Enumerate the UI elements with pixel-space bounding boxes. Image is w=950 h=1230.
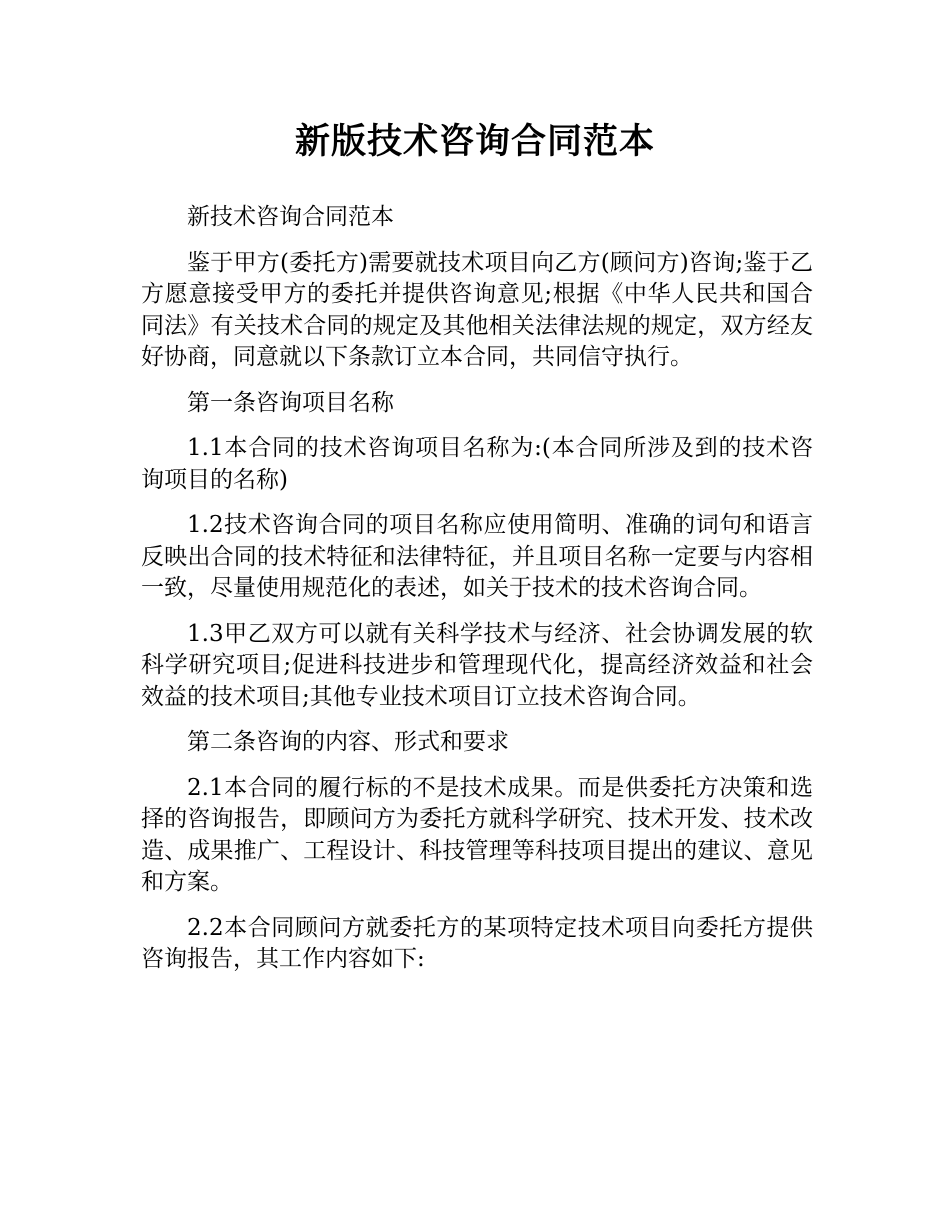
clause-2-1: 2.1本合同的履行标的不是技术成果。而是供委托方决策和选择的咨询报告，即顾问方为委托方就科学研究、技术开发、技术改造、成果推广、工程设计、科技管理等科技项目提出的建议、意见和方案。 — [141, 774, 813, 895]
article-2-heading: 第二条咨询的内容、形式和要求 — [187, 729, 509, 755]
paragraph-subtitle: 新技术咨询合同范本 — [187, 204, 394, 230]
document-title: 新版技术咨询合同范本 — [294, 122, 655, 162]
clause-1-1: 1.1本合同的技术咨询项目名称为:(本合同所涉及到的技术咨询项目的名称) — [141, 435, 813, 493]
document-body — [141, 202, 813, 990]
clause-2-2: 2.2本合同顾问方就委托方的某项特定技术项目向委托方提供咨询报告，其工作内容如下: — [141, 914, 813, 972]
clause-1-2: 1.2技术咨询合同的项目名称应使用简明、准确的词句和语言反映出合同的技术特征和法律特征，并且项目名称一定要与内容相一致，尽量使用规范化的表述，如关于技术的技术咨询合同。 — [141, 512, 813, 601]
clause-1-3: 1.3甲乙双方可以就有关科学技术与经济、社会协调发展的软科学研究项目;促进科技进步和管理现代化，提高经济效益和社会效益的技术项目;其他专业技术项目订立技术咨询合同。 — [141, 620, 813, 710]
paragraph-preamble: 鉴于甲方(委托方)需要就技术项目向乙方(顾问方)咨询;鉴于乙方愿意接受甲方的委托并提供咨询意见;根据《中华人民共和国合同法》有关技术合同的规定及其他相关法律法规的规定，双方经友好协商，同意就以下条款订立本合同，共同信守执行。 — [141, 249, 813, 370]
article-1-heading: 第一条咨询项目名称 — [187, 389, 394, 416]
